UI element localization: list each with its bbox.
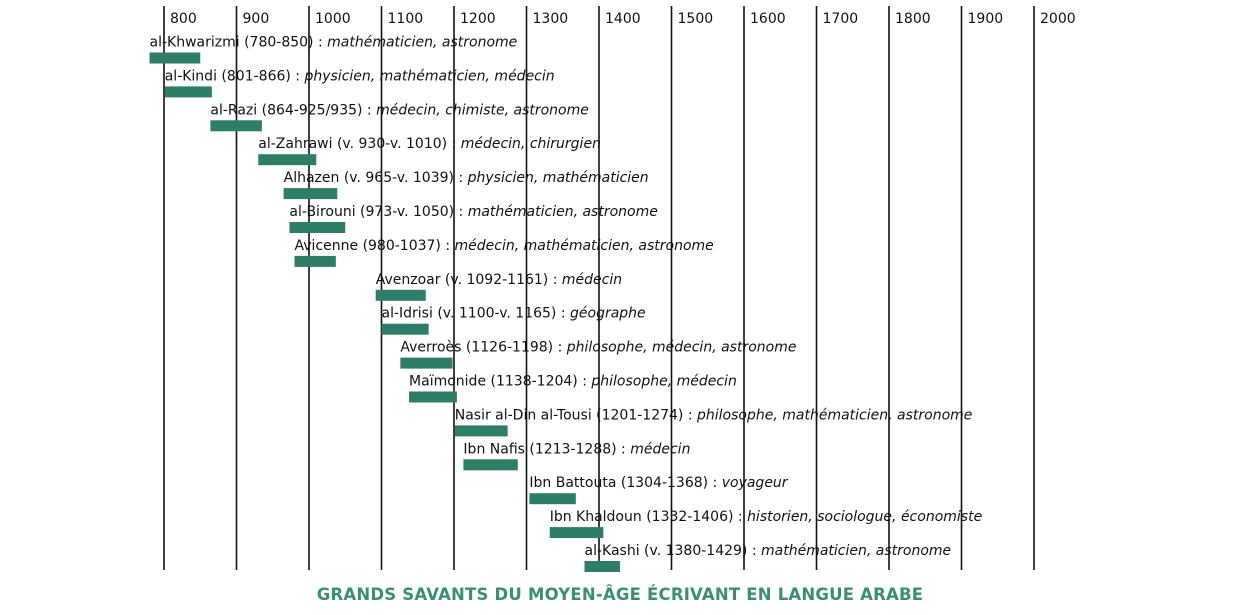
year-tick-labels (170, 11, 1076, 27)
label-ma-monide (409, 374, 737, 390)
scholar-dates: (1201-1274) : (596, 407, 698, 424)
scholar-role: médecin (561, 271, 623, 288)
bar-avicenne (295, 256, 336, 267)
scholar-name: Maïmonide (409, 373, 491, 390)
bar-al-razi (210, 120, 261, 131)
bar-averro-s (400, 358, 452, 369)
bar-al-kindi (165, 86, 212, 97)
scholar-dates: (v. 1100-v. 1165) : (437, 305, 570, 322)
scholar-role: physicien, mathématicien, médecin (304, 68, 555, 85)
scholar-role: mathématicien, astronome (467, 204, 658, 220)
label-al-birouni (289, 204, 657, 220)
scholar-dates: (973-v. 1050) : (360, 204, 468, 220)
scholar-dates: (780-850) : (244, 34, 328, 51)
tick-label-1300: 1300 (532, 11, 569, 27)
scholar-role: historien, sociologue, économiste (747, 509, 983, 526)
bar-al-birouni (289, 222, 345, 233)
label-alhazen (284, 170, 649, 186)
scholar-dates: (1138-1204) : (490, 373, 592, 390)
bar-avenzoar (376, 290, 426, 301)
label-avenzoar (376, 272, 622, 288)
scholar-dates: (864-925/935) : (261, 102, 377, 119)
tick-label-1800: 1800 (895, 11, 931, 27)
tick-label-1200: 1200 (460, 11, 496, 27)
scholar-name: al-Khwarizmi (149, 34, 245, 51)
label-ibn-khaldoun (550, 509, 983, 525)
scholar-dates: (v. 930-v. 1010) : (336, 136, 461, 153)
scholar-role: mathématicien, astronome (761, 543, 952, 559)
bar-ibn-battouta (529, 493, 575, 504)
tick-label-1100: 1100 (387, 11, 424, 27)
scholar-name: al-Kashi (584, 543, 645, 559)
scholar-dates: (v. 1380-1429) : (644, 543, 761, 559)
scholar-role: médecin (630, 441, 691, 458)
label-ibn-battouta (529, 475, 788, 491)
bar-al-zahrawi (258, 154, 316, 165)
label-al-kindi (165, 68, 555, 84)
tick-label-1500: 1500 (677, 11, 714, 27)
scholar-name: Avicenne (294, 237, 363, 254)
bar-ma-monide (409, 392, 457, 403)
label-al-khwarizmi (150, 35, 518, 51)
scholar-role: voyageur (721, 475, 788, 492)
bar-ibn-khaldoun (550, 527, 604, 538)
bar-al-khwarizmi (150, 53, 201, 64)
scholar-role: médecin, chirurgien (460, 136, 601, 153)
scholar-name: al-Razi (210, 102, 262, 119)
scholar-dates: (1213-1288) : (529, 441, 631, 458)
scholar-name: Avenzoar (375, 271, 445, 288)
scholar-role: physicien, mathématicien (467, 170, 649, 187)
scholar-name: al-Birouni (289, 204, 361, 220)
scholar-name: Ibn Khaldoun (549, 509, 647, 526)
tick-label-900: 900 (242, 11, 270, 27)
tick-label-1600: 1600 (750, 11, 786, 27)
scholar-role: philosophe, médecin, astronome (566, 339, 797, 356)
label-al-idrisi (382, 306, 646, 322)
scholar-labels (150, 35, 983, 560)
tick-label-1400: 1400 (605, 11, 641, 27)
scholar-dates: (1126-1198) : (465, 339, 567, 356)
scholar-role: médecin, mathématicien, astronome (454, 237, 714, 254)
tick-label-1000: 1000 (315, 11, 351, 27)
scholar-name: Ibn Battouta (529, 475, 621, 492)
scholar-dates: (1304-1368) : (620, 475, 722, 492)
label-ibn-nafis (463, 441, 690, 457)
label-averro-s (400, 340, 796, 356)
scholar-role: mathématicien, astronome (327, 34, 518, 51)
tick-label-800: 800 (170, 11, 197, 27)
bar-alhazen (284, 188, 338, 199)
scholar-dates: (801-866) : (221, 68, 305, 85)
label-nasir-al-din-al-tousi (455, 407, 973, 423)
scholar-role: philosophe, mathématicien, astronome (697, 407, 973, 424)
scholar-name: Nasir al-Din al-Tousi (454, 407, 597, 424)
bar-al-kashi (585, 561, 621, 572)
scholar-name: al-Idrisi (381, 305, 438, 322)
tick-label-2000: 2000 (1040, 11, 1076, 27)
tick-label-1700: 1700 (822, 11, 859, 27)
scholar-name: Ibn Nafis (463, 441, 530, 458)
scholar-role: philosophe, médecin (591, 373, 737, 390)
bar-ibn-nafis (463, 459, 517, 470)
scholar-dates: (980-1037) : (362, 237, 455, 254)
tick-label-1900: 1900 (967, 11, 1004, 27)
scholar-name: al-Kindi (164, 68, 222, 85)
scholar-name: Alhazen (283, 170, 344, 187)
scholar-name: al-Zahrawi (258, 136, 337, 153)
scholar-dates: (1332-1406) : (646, 509, 748, 526)
label-al-kashi (585, 543, 952, 559)
bar-al-idrisi (382, 324, 429, 335)
scholar-dates: (v. 965-v. 1039) : (343, 170, 468, 187)
label-al-zahrawi (258, 136, 601, 152)
scholar-role: médecin, chimiste, astronome (376, 102, 589, 119)
chart-title: GRANDS SAVANTS DU MOYEN-ÂGE ÉCRIVANT EN LANGUE ARABE (316, 585, 924, 604)
scholar-dates: (v. 1092-1161) : (444, 271, 562, 288)
bar-nasir-al-din-al-tousi (455, 425, 508, 436)
scholar-role: géographe (570, 305, 646, 322)
label-avicenne (295, 238, 714, 254)
label-al-razi (210, 102, 588, 118)
scholar-name: Averroès (400, 339, 466, 356)
